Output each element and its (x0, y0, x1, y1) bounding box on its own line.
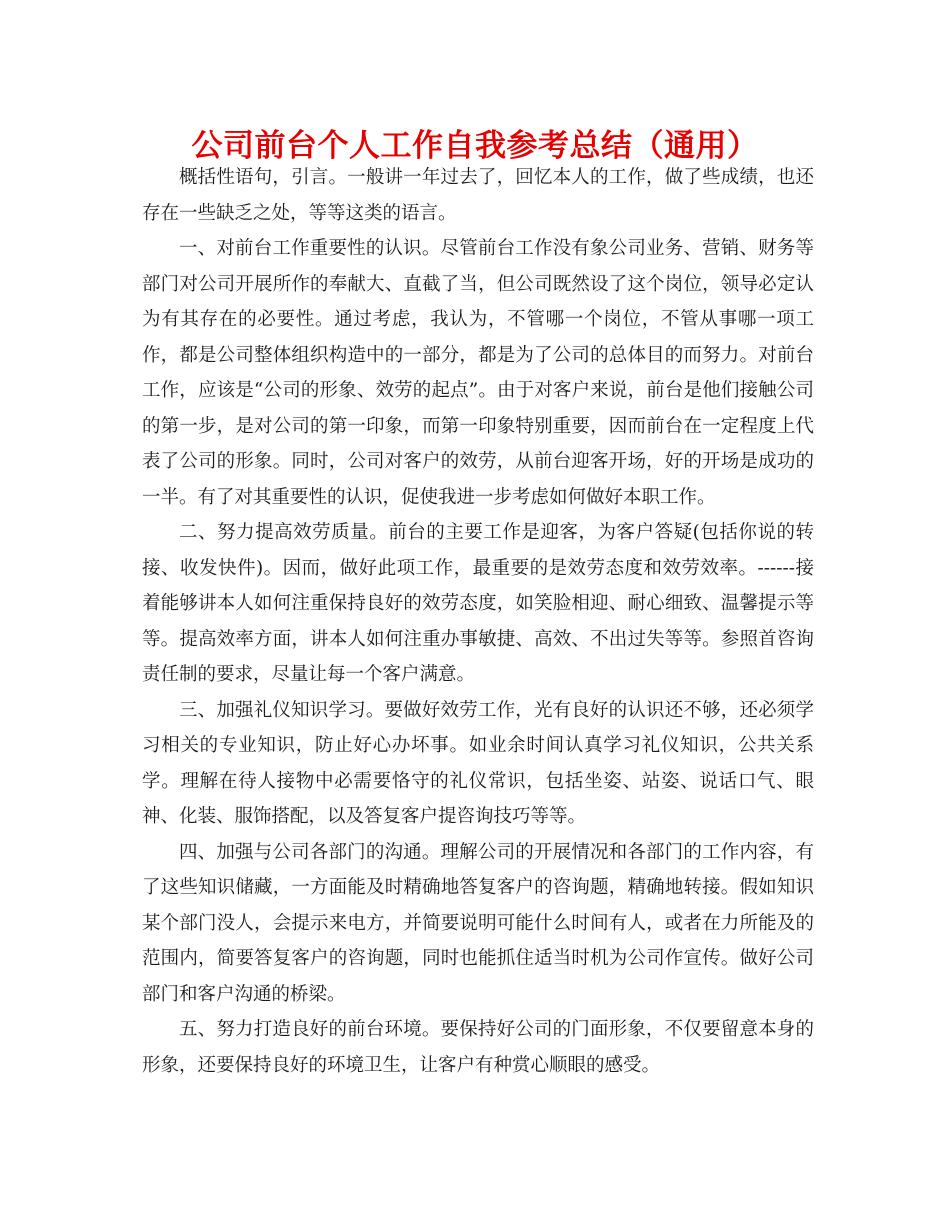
paragraph-section-3: 三、加强礼仪知识学习。要做好效劳工作，光有良好的认识还不够，还必须学习相关的专业知识，防止好心办坏事。如业余时间认真学习礼仪知识，公共关系学。理解在待人接物中必需要恪守的礼仪常识，包括坐姿、站姿、说话口气、眼神、化装、服饰搭配，以及答复客户提咨询技巧等等。 (142, 699, 814, 827)
paragraph-section-4: 四、加强与公司各部门的沟通。理解公司的开展情况和各部门的工作内容，有了这些知识储藏，一方面能及时精确地答复客户的咨询题，精确地转接。假如知识某个部门没人，会提示来电方，并简要说明可能什么时间有人，或者在力所能及的范围内，简要答复客户的咨询题，同时也能抓住适当时机为公司作宣传。做好公司部门和客户沟通的桥梁。 (142, 841, 814, 1005)
paragraph-intro: 概括性语句，引言。一般讲一年过去了，回忆本人的工作，做了些成绩，也还存在一些缺乏之处，等等这类的语言。 (142, 167, 814, 224)
document-body (142, 160, 814, 1083)
paragraph-section-5: 五、努力打造良好的前台环境。要保持好公司的门面形象，不仅要留意本身的形象，还要保持良好的环境卫生，让客户有种赏心顺眼的感受。 (142, 1019, 814, 1076)
paragraph-section-2: 二、努力提高效劳质量。前台的主要工作是迎客，为客户答疑(包括你说的转接、收发快件)。因而，做好此项工作，最重要的是效劳态度和效劳效率。------接着能够讲本人如何注重保持良好的效劳态度，如笑脸相迎、耐心细致、温馨提示等等。提高效率方面，讲本人如何注重办事敏捷、高效、不出过失等等。参照首咨询责任制的要求，尽量让每一个客户满意。 (142, 522, 814, 685)
document-title: 公司前台个人工作自我参考总结（通用） (191, 128, 759, 164)
paragraph-section-1: 一、对前台工作重要性的认识。尽管前台工作没有象公司业务、营销、财务等部门对公司开展所作的奉献大、直截了当，但公司既然设了这个岗位，领导必定认为有其存在的必要性。通过考虑，我认为，不管哪一个岗位，不管从事哪一项工作，都是公司整体组织构造中的一部分，都是为了公司的总体目的而努力。对前台工作，应该是“公司的形象、效劳的起点”。由于对客户来说，前台是他们接触公司的第一步，是对公司的第一印象，而第一印象特别重要，因而前台在一定程度上代表了公司的形象。同时，公司对客户的效劳，从前台迎客开场，好的开场是成功的一半。有了对其重要性的认识，促使我进一步考虑如何做好本职工作。 (142, 238, 814, 508)
